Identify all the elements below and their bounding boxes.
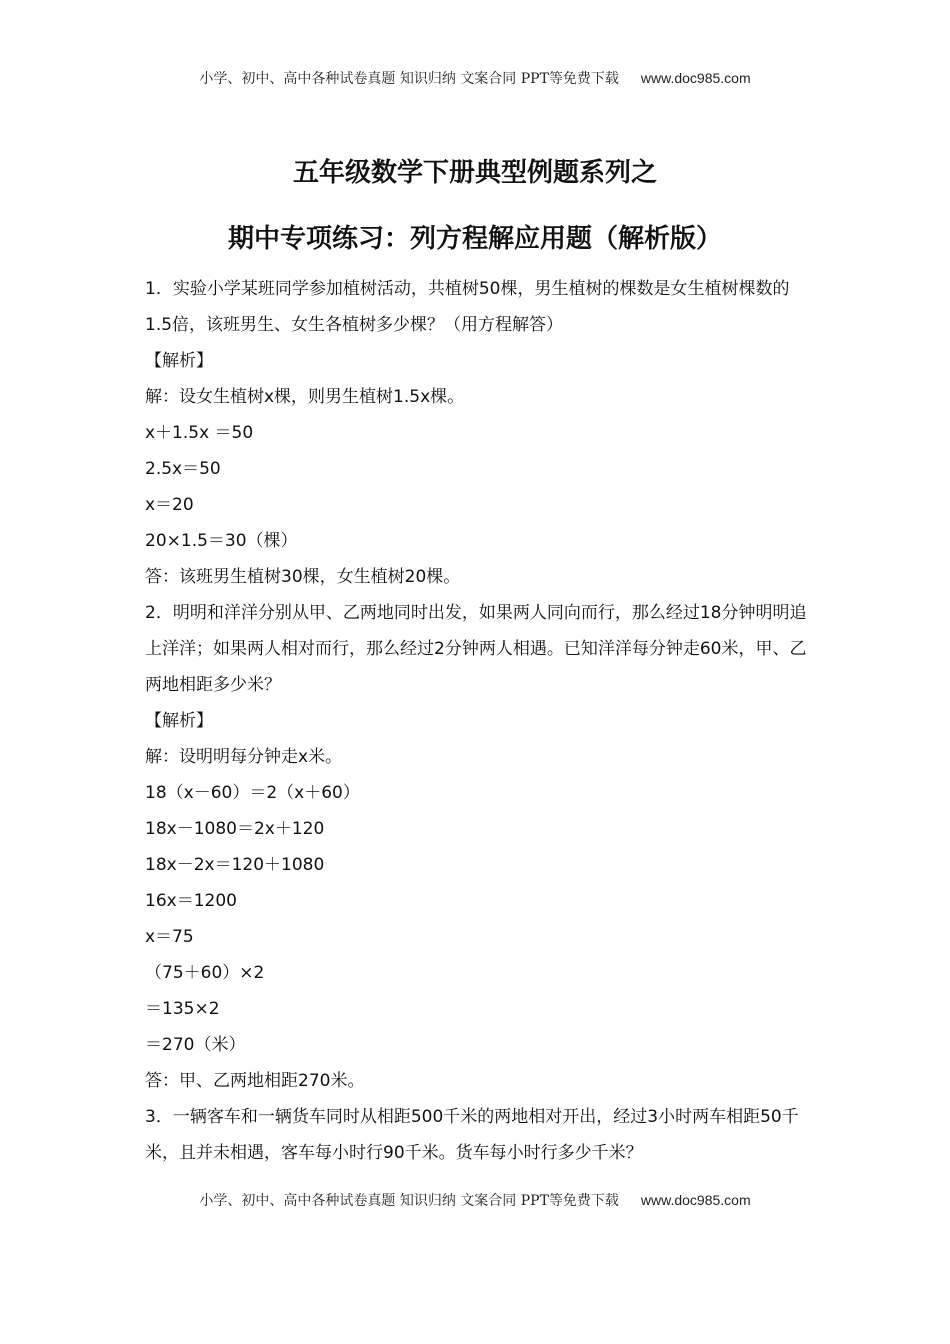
q1-step: 2.5x＝50 bbox=[145, 459, 221, 479]
q2-step: 解：设明明每分钟走x米。 bbox=[145, 747, 343, 767]
q2-step: x＝75 bbox=[145, 927, 194, 947]
footer-text: 小学、初中、高中各种试卷真题 知识归纳 文案合同 PPT等免费下载 bbox=[199, 1193, 619, 1209]
page-footer bbox=[0, 1190, 950, 1210]
q1-step: 20×1.5＝30（棵） bbox=[145, 531, 298, 551]
question-2: 2．明明和洋洋分别从甲、乙两地同时出发，如果两人同向而行，那么经过18分钟明明追上洋洋；如果两人相对而行，那么经过2分钟两人相遇。已知洋洋每分钟走60米，甲、乙两地相距多少米？ bbox=[145, 603, 807, 695]
footer-url[interactable]: www.doc985.com bbox=[640, 1192, 751, 1208]
header-text: 小学、初中、高中各种试卷真题 知识归纳 文案合同 PPT等免费下载 bbox=[199, 71, 619, 87]
q2-step: 16x＝1200 bbox=[145, 891, 237, 911]
q1-step: x＋1.5x ＝50 bbox=[145, 423, 254, 443]
q2-step: 18x－1080＝2x＋120 bbox=[145, 819, 325, 839]
question-3: 3．一辆客车和一辆货车同时从相距500千米的两地相对开出，经过3小时两车相距50千米，且并未相遇，客车每小时行90千米。货车每小时行多少千米？ bbox=[145, 1107, 799, 1163]
q2-step: （75＋60）×2 bbox=[145, 963, 265, 983]
q1-step: x＝20 bbox=[145, 495, 194, 515]
q1-step: 解：设女生植树x棵，则男生植树1.5x棵。 bbox=[145, 387, 465, 407]
header-url[interactable]: www.doc985.com bbox=[640, 70, 751, 86]
q2-answer: 答：甲、乙两地相距270米。 bbox=[145, 1071, 365, 1091]
q2-step: 18x－2x＝120＋1080 bbox=[145, 855, 325, 875]
q2-step: ＝270（米） bbox=[145, 1035, 246, 1055]
document-body bbox=[145, 271, 810, 1171]
q1-answer: 答：该班男生植树30棵，女生植树20棵。 bbox=[145, 567, 461, 587]
title-line-1: 五年级数学下册典型例题系列之 bbox=[292, 158, 657, 188]
analysis-label-2: 【解析】 bbox=[145, 711, 213, 731]
q2-step: 18（x－60）＝2（x＋60） bbox=[145, 783, 360, 803]
q2-step: ＝135×2 bbox=[145, 999, 220, 1019]
analysis-label-1: 【解析】 bbox=[145, 351, 213, 371]
question-1: 1．实验小学某班同学参加植树活动，共植树50棵，男生植树的棵数是女生植树棵数的1.5倍，该班男生、女生各植树多少棵？（用方程解答） bbox=[145, 279, 790, 335]
page-header bbox=[0, 68, 950, 88]
title-line-2: 期中专项练习：列方程解应用题（解析版） bbox=[227, 224, 722, 254]
